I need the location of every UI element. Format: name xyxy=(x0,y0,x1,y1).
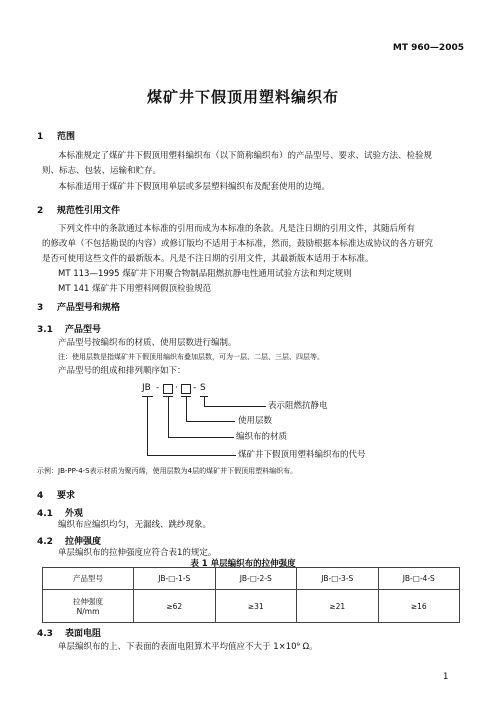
table-caption: 表 1 单层编织布的拉伸强度 xyxy=(190,559,296,569)
subsection-3-1-heading xyxy=(37,322,101,335)
subsection-4-3-heading xyxy=(37,626,101,639)
connector-line xyxy=(186,421,235,422)
section-number: 4.3 xyxy=(37,629,53,639)
code-separator: - xyxy=(156,383,160,393)
connector-line xyxy=(186,397,187,421)
section-number: 3 xyxy=(37,303,44,313)
table-cell: ≥21 xyxy=(297,590,379,623)
example-note: 示例：JB-PP-4-S表示材质为聚丙烯，使用层数为4层的煤矿井下假顶用塑料编织布。 xyxy=(37,467,298,475)
section-title: 产品型号和规格 xyxy=(57,303,121,313)
table-cell: ≥62 xyxy=(134,590,216,623)
row-label-line: 拉伸强度 xyxy=(73,597,103,606)
paragraph: 产品型号按编织布的材质、使用层数进行编制。 xyxy=(58,338,237,348)
table-row-label xyxy=(43,590,134,623)
section-title: 表面电阻 xyxy=(65,629,102,639)
section-title: 范围 xyxy=(57,132,76,142)
page-title: 煤矿井下假顶用塑料编织布 xyxy=(146,88,339,106)
section-4-heading xyxy=(37,488,75,501)
section-number: 1 xyxy=(37,132,44,142)
note: 注：使用层数是指煤矿井下假顶用编织布叠加层数，可为一层、二层、三层、四层等。 xyxy=(58,353,324,361)
connector-line xyxy=(204,406,266,407)
paragraph: 编织布应编织均匀，无漏线、跳纱现象。 xyxy=(58,520,212,530)
table-header-cell: JB-□-1-S xyxy=(134,568,216,590)
paragraph: 单层编织布的上、下表面的表面电阻算术平均值应不大于 1×10⁹ Ω。 xyxy=(58,642,318,652)
page-number: 1 xyxy=(443,672,449,682)
paragraph: 本标准规定了煤矿井下假顶用塑料编织布（以下简称编织布）的产品型号、要求、试验方法、检验规 xyxy=(58,151,433,161)
layers-box xyxy=(181,384,191,394)
code-separator: - xyxy=(193,383,197,393)
table-cell: ≥31 xyxy=(215,590,297,623)
code-suffix: S xyxy=(200,383,206,393)
legend-layers: 使用层数 xyxy=(238,416,273,426)
tensile-strength-table xyxy=(42,567,460,623)
reference-item: MT 141 煤矿井下用塑料网假顶检验规范 xyxy=(58,284,212,294)
table-row xyxy=(43,590,460,623)
paragraph: 是否可使用这些文件的最新版本。凡是不注日期的引用文件，其最新版本适用于本标准。 xyxy=(42,254,374,264)
table-header-cell: JB-□-2-S xyxy=(215,568,297,590)
section-title: 要求 xyxy=(57,491,76,501)
connector-line xyxy=(147,455,236,456)
table-header-cell: JB-□-4-S xyxy=(378,568,460,590)
paragraph: 的修改单（不包括勘误的内容）或修订版均不适用于本标准，然而，鼓励根据本标准达成协议的各方研究 xyxy=(42,239,434,249)
code-prefix: JB xyxy=(142,383,151,393)
section-3-heading xyxy=(37,300,120,313)
section-title: 外观 xyxy=(65,509,84,519)
legend-flame-retardant: 表示阻燃抗静电 xyxy=(268,401,328,411)
document-code: MT 960—2005 xyxy=(392,43,464,53)
section-2-heading xyxy=(37,203,120,216)
table-cell: ≥16 xyxy=(378,590,460,623)
connector-line xyxy=(168,397,169,437)
paragraph: 下列文件中的条款通过本标准的引用而成为本标准的条款。凡是注日期的引用文件，其随后所有 xyxy=(58,224,416,234)
row-label-unit: N/mm xyxy=(76,607,100,616)
table-header-cell: 产品型号 xyxy=(43,568,134,590)
table-header-cell: JB-□-3-S xyxy=(297,568,379,590)
material-box xyxy=(163,384,173,394)
section-title: 产品型号 xyxy=(65,325,102,335)
code-separator: · xyxy=(175,383,178,393)
legend-product-code: 煤矿井下假顶用塑料编织布的代号 xyxy=(238,450,366,460)
paragraph: 产品型号的组成和排列顺序如下： xyxy=(58,366,186,376)
paragraph: 单层编织布的拉伸强度应符合表1的规定。 xyxy=(58,548,217,558)
section-number: 4 xyxy=(37,491,44,501)
section-number: 3.1 xyxy=(37,325,53,335)
legend-material: 编织布的材质 xyxy=(236,432,288,442)
reference-item: MT 113—1995 煤矿井下用聚合物制品阻燃抗静电性通用试验方法和判定规则 xyxy=(58,269,352,279)
section-number: 2 xyxy=(37,206,44,216)
section-number: 4.2 xyxy=(37,537,53,547)
section-1-heading xyxy=(37,129,75,142)
table-header-row xyxy=(43,568,460,590)
paragraph: 则、标志、包装、运输和贮存。 xyxy=(42,166,162,176)
paragraph: 本标准适用于煤矿井下假顶用单层或多层塑料编织布及配套使用的边绳。 xyxy=(58,182,331,192)
connector-line xyxy=(147,397,148,455)
connector-line xyxy=(168,437,234,438)
connector-line xyxy=(204,397,205,406)
section-number: 4.1 xyxy=(37,509,53,519)
section-title: 拉伸强度 xyxy=(65,537,102,547)
section-title: 规范性引用文件 xyxy=(57,206,121,216)
